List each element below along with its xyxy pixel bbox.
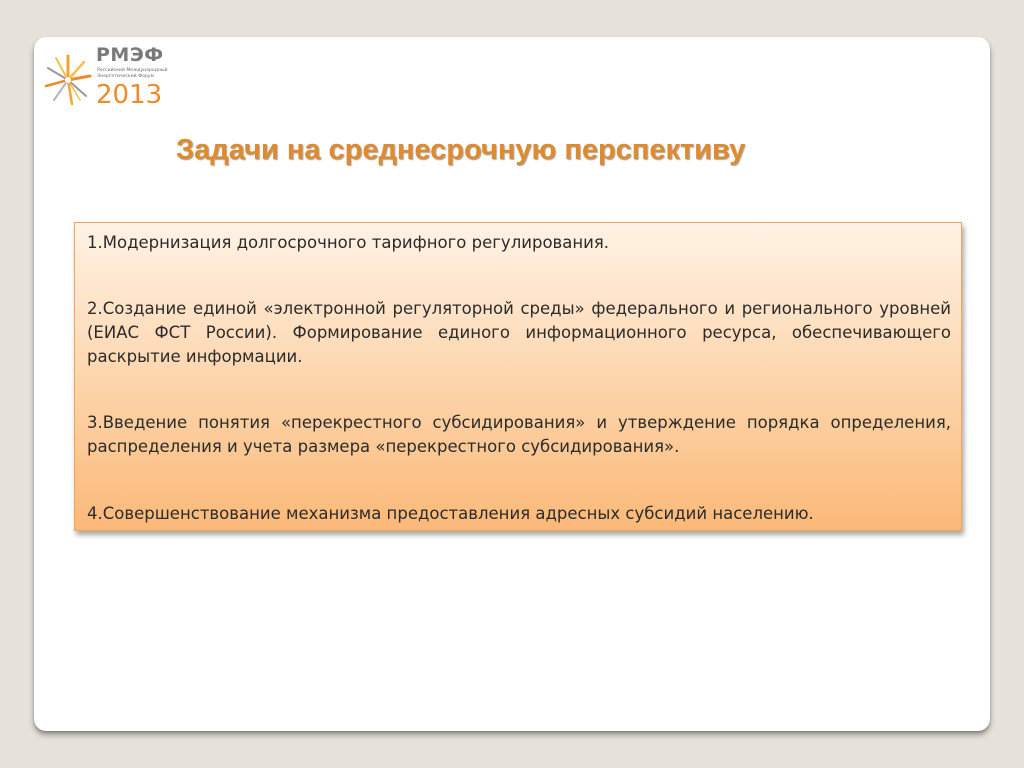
logo [44, 44, 174, 114]
content-box [74, 222, 962, 531]
logo-subtitle: Российский Международный Энергетический Форум [97, 68, 168, 79]
list-item: 4.Совершенствование механизма предоставления адресных субсидий населению. [87, 504, 814, 523]
list-item: 2.Создание единой «электронной регуляторной среды» федерального и регионального уровней (ЕИАС ФСТ России). Формирование единого информационного ресурса, обеспечивающего раскрытие информации. [87, 299, 951, 366]
list-item: 1.Модернизация долгосрочного тарифного регулирования. [87, 233, 610, 252]
list-item: 3.Введение понятия «перекрестного субсидирования» и утверждение порядка определения, распределения и учета размера «перекрестного субсидирования». [87, 413, 951, 456]
page-title: Задачи на среднесрочную перспективу [176, 134, 746, 166]
logo-brand: РМЭФ [96, 44, 164, 66]
star-burst-icon [44, 52, 92, 108]
logo-year: 2013 [96, 80, 163, 110]
